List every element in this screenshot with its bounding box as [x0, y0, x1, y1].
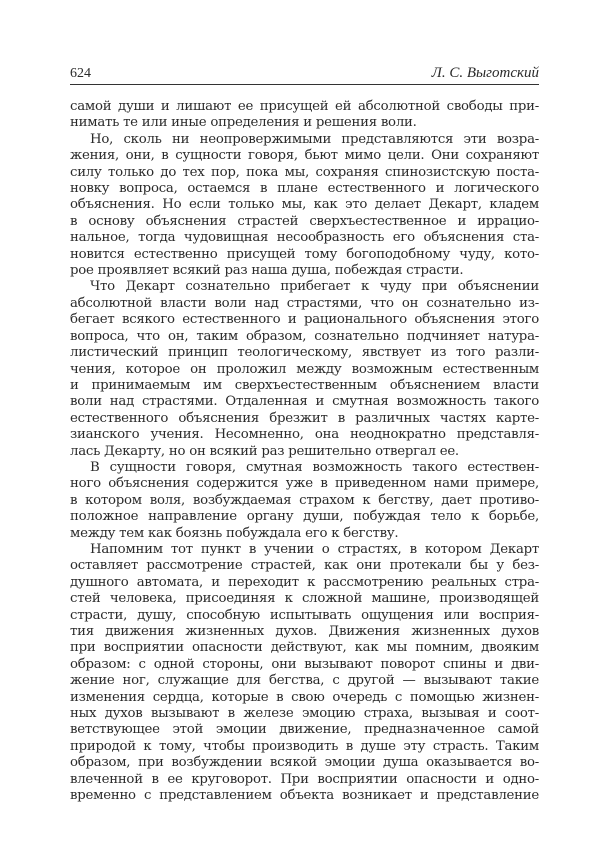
text-line: образом, при возбуждении всякой эмоции душа оказывается во-: [70, 755, 539, 771]
text-line: положное направление органу души, побуждая тело к борьбе,: [70, 509, 539, 525]
text-line: временно с представлением объекта возникает и представление: [70, 788, 539, 804]
text-line: объяснения. Но если только мы, как это делает Декарт, кладем: [70, 197, 539, 213]
text-line: ветствующее этой эмоции движение, предназначенное самой: [70, 722, 539, 738]
text-line: листический принцип теологическому, явствует из того разли-: [70, 345, 539, 361]
text-line: изменения сердца, которые в свою очередь с помощью жизнен-: [70, 689, 539, 705]
text-line: чения, которое он проложил между возможным естественным: [70, 361, 539, 377]
text-line: душного автомата, и переходит к рассмотрению реальных стра-: [70, 574, 539, 590]
running-header: [70, 66, 539, 85]
paragraph: [70, 99, 539, 132]
text-line: оставляет рассмотрение страстей, как они протекали бы у без-: [70, 558, 539, 574]
text-line: нимать те или иные определения и решения воли.: [70, 115, 417, 131]
text-line: Но, сколь ни неопровержимыми представляются эти возра-: [90, 131, 539, 147]
text-line: новку вопроса, остаемся в плане естественного и логического: [70, 181, 539, 197]
text-line: в котором воля, возбуждаемая страхом к бегству, дает противо-: [70, 492, 539, 508]
paragraph: [70, 132, 539, 280]
text-line: образом: с одной стороны, они вызывают поворот спины и дви-: [70, 656, 539, 672]
text-line: страсти, душу, способную испытывать ощущения или восприя-: [70, 607, 539, 623]
text-line: Что Декарт сознательно прибегает к чуду при объяснении: [90, 279, 539, 295]
text-line: новится естественно присущей тому богоподобному чуду, кото-: [70, 246, 539, 262]
text-line: влеченной в ее круговорот. При восприятии опасности и одно-: [70, 771, 539, 787]
running-header-author: Л. С. Выготский: [431, 65, 539, 81]
page-number: 624: [70, 66, 91, 81]
text-line: Напомним тот пункт в учении о страстях, в котором Декарт: [90, 541, 539, 557]
text-line: вопроса, что он, таким образом, сознательно подчиняет натура-: [70, 328, 539, 344]
text-line: бегает всякого естественного и рационального объяснения этого: [70, 312, 539, 328]
text-line: и принимаемым им сверхъестественным объяснением власти: [70, 377, 539, 393]
text-line: при восприятии опасности действуют, как мы помним, двояким: [70, 640, 539, 656]
text-line: самой души и лишают ее присущей ей абсолютной свободы при-: [70, 99, 539, 114]
text-line: стей человека, присоединяя к сложной машине, производящей: [70, 591, 539, 607]
paragraph: [70, 279, 539, 459]
body-text: [70, 99, 539, 804]
text-line: жения, они, в сущности говоря, бьют мимо цели. Они сохраняют: [70, 148, 539, 164]
text-line: лась Декарту, но он всякий раз решительно отвергал ее.: [70, 443, 459, 459]
text-line: абсолютной власти воли над страстями, что он сознательно из-: [70, 295, 539, 311]
text-line: природой к тому, чтобы производить в душе эту страсть. Таким: [70, 738, 539, 754]
paragraph: [70, 542, 539, 805]
text-line: нальное, тогда чудовищная несообразность его объяснения ста-: [70, 230, 539, 246]
paragraph: [70, 460, 539, 542]
text-line: жение ног, служащие для бегства, с другой — вызывают такие: [70, 673, 539, 689]
text-line: естественного объяснения брезжит в различных частях карте-: [70, 410, 539, 426]
text-line: в основу объяснения страстей сверхъестественное и иррацио-: [70, 213, 539, 229]
text-line: В сущности говоря, смутная возможность такого естествен-: [90, 459, 539, 475]
text-line: воли над страстями. Отдаленная и смутная возможность такого: [70, 394, 539, 410]
text-line: ных духов вызывают в железе эмоцию страха, вызывая и соот-: [70, 706, 539, 722]
text-line: силу только до тех пор, пока мы, сохраняя спинозистскую поста-: [70, 164, 539, 180]
text-line: зианского учения. Несомненно, она неоднократно представля-: [70, 427, 539, 443]
text-line: ного объяснения содержится уже в приведенном нами примере,: [70, 476, 539, 492]
text-line: между тем как боязнь побуждала его к бегству.: [70, 525, 399, 541]
text-line: тия движения жизненных духов. Движения жизненных духов: [70, 624, 539, 639]
text-line: рое проявляет всякий раз наша душа, побеждая страсти.: [70, 263, 464, 279]
